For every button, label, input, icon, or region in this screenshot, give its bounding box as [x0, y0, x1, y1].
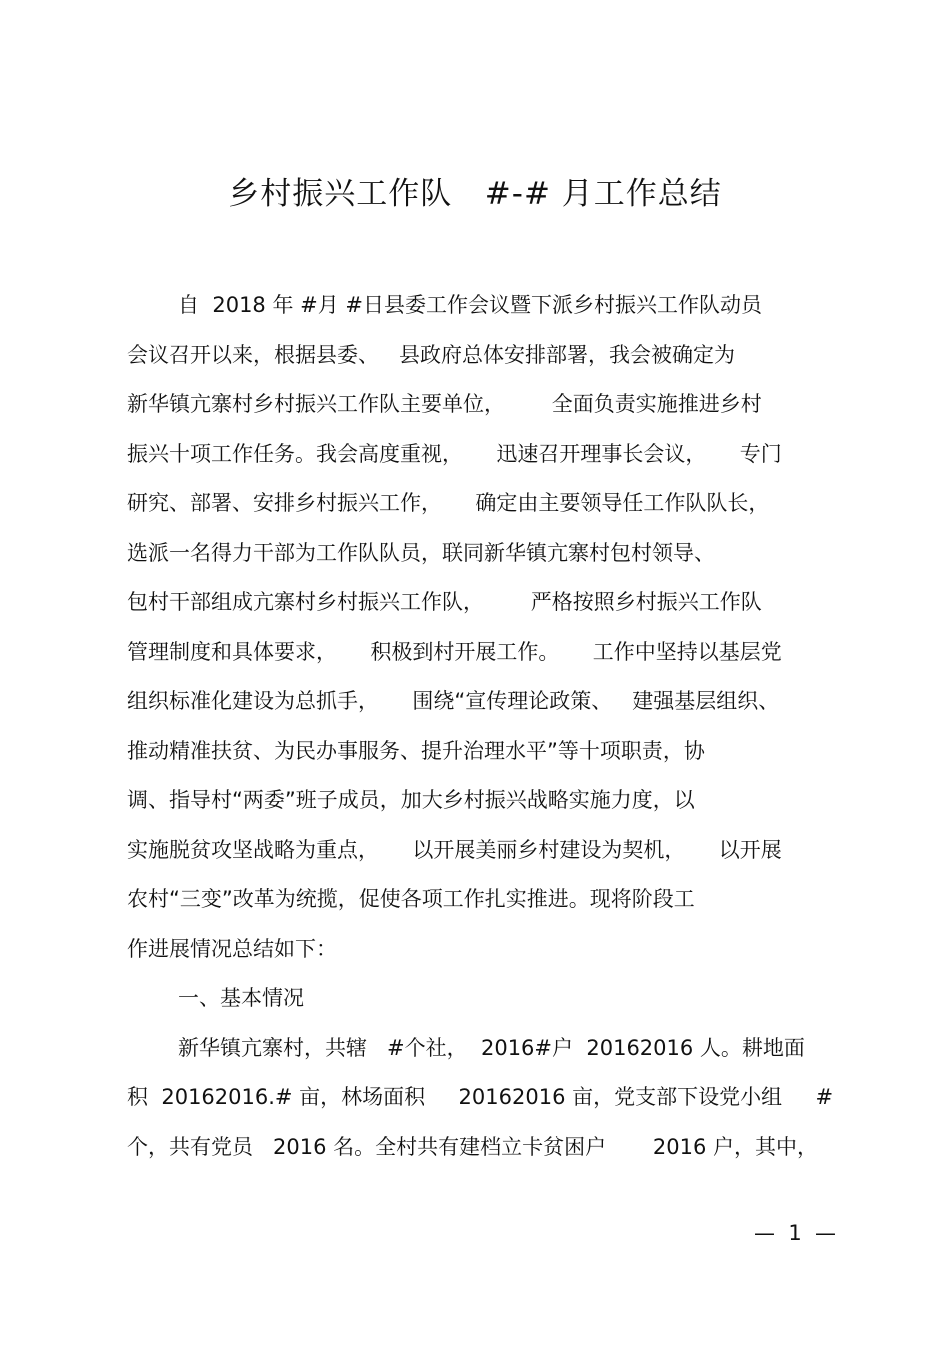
paragraph-line: 包村干部组成亢寨村乡村振兴工作队， 严格按照乡村振兴工作队	[127, 590, 762, 614]
paragraph-line: 实施脱贫攻坚战略为重点， 以开展美丽乡村建设为契机， 以开展	[127, 837, 782, 862]
paragraph-line: 个，共有党员 2016 名。全村共有建档立卡贫困户 2016 户，其中，	[127, 1134, 818, 1159]
paragraph-line: 组织标准化建设为总抓手， 围绕“宣传理论政策、 建强基层组织、	[127, 689, 780, 713]
paragraph-line: 会议召开以来，根据县委、 县政府总体安排部署，我会被确定为	[127, 342, 736, 367]
paragraph-line: 农村“三变”改革为统揽，促使各项工作扎实推进。现将阶段工	[127, 887, 695, 911]
paragraph-line: 作进展情况总结如下：	[127, 936, 337, 961]
intro-paragraph	[127, 281, 842, 974]
paragraph-line: 新华镇亢寨村，共辖 #个社， 2016#户 20162016 人。耕地面	[178, 1035, 805, 1060]
paragraph-line: 自 2018 年 #月 #日县委工作会议暨下派乡村振兴工作队动员	[178, 293, 763, 317]
paragraph-line: 振兴十项工作任务。我会高度重视， 迅速召开理事长会议， 专门	[127, 441, 782, 466]
paragraph-line: 选派一名得力干部为工作队队员，联同新华镇亢寨村包村领导、	[127, 540, 715, 565]
section-heading: 一、基本情况	[178, 986, 304, 1010]
document-body	[127, 281, 842, 1172]
paragraph-line: 新华镇亢寨村乡村振兴工作队主要单位， 全面负责实施推进乡村	[127, 392, 762, 416]
paragraph-line: 管理制度和具体要求， 积极到村开展工作。 工作中坚持以基层党	[127, 639, 782, 664]
paragraph-line: 推动精准扶贫、为民办事服务、提升治理水平”等十项职责，协	[127, 738, 705, 763]
paragraph-line: 研究、部署、安排乡村振兴工作， 确定由主要领导任工作队队长，	[127, 491, 770, 515]
paragraph-line: 调、指导村“两委”班子成员，加大乡村振兴战略实施力度，以	[127, 788, 695, 812]
page-number: — 1 —	[754, 1221, 837, 1245]
paragraph-line: 积 20162016.# 亩，林场面积 20162016 亩，党支部下设党小组 #	[127, 1085, 834, 1109]
basic-info-paragraph	[127, 1024, 842, 1173]
document-title: 乡村振兴工作队 #-# 月工作总结	[228, 176, 722, 212]
